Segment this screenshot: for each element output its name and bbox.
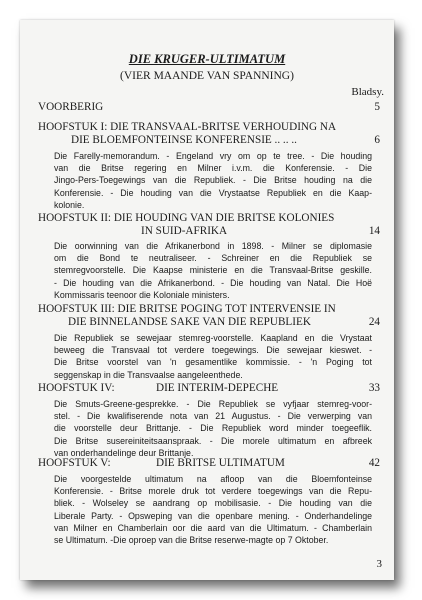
document-page	[20, 20, 394, 580]
summary-line: Die Smuts-Greene-gesprekke. - Die Republiek se vyfjaar stemreg-voor-	[54, 399, 372, 409]
toc-heading-line: HOOFSTUK III: DIE BRITSE POGING TOT INTERVENSIE IN	[38, 303, 336, 315]
summary-line: seggenskap in die Transvaalse aangeleenthede.	[54, 369, 243, 380]
toc-heading-line	[38, 382, 380, 395]
summary-line: van die Britse regering en Milner i.v.m. die Konferensie. - Die	[54, 163, 372, 174]
toc-entry-chapter-3[interactable]	[38, 303, 380, 329]
toc-entry-chapter-2[interactable]	[38, 212, 380, 238]
toc-heading	[38, 101, 380, 114]
summary-line: die voorstelle deur Brittanje. - Die Republiek word minder toegeeflik.	[54, 423, 372, 434]
chapter-4-summary	[54, 398, 372, 459]
page-number: 3	[376, 558, 382, 570]
toc-heading-line	[38, 316, 380, 329]
document-subtitle: (VIER MAANDE VAN SPANNING)	[120, 70, 294, 82]
summary-line: kolonie.	[54, 199, 85, 210]
summary-line: Die Farelly-memorandum. - Engeland vry om op te tree. - Die houding	[54, 151, 372, 161]
summary-line: Kommissaris teenoor die Koloniale ministers.	[54, 289, 230, 300]
summary-line: Liberale Party. - Opsweping van die openbare mening. - Onderhandelinge	[54, 510, 372, 521]
toc-heading-line-text: DIE BINNELANDSE SAKE VAN DIE REPUBLIEK	[68, 316, 311, 328]
toc-heading-text: HOOFSTUK V:	[38, 457, 111, 469]
summary-line: Die voorgestelde ultimatum na afloop van die Bloemfonteinse	[54, 474, 372, 484]
summary-line: om die Bond te neutraliseer. - Schreiner en die Republiek se	[54, 253, 372, 264]
toc-heading-text: HOOFSTUK IV:	[38, 382, 115, 394]
toc-page-number: 14	[368, 225, 380, 237]
summary-line: se Ultimatum. -Die oproep van die Britse reserwe-magte op 7 Oktober.	[54, 535, 329, 546]
toc-page-number: 6	[374, 134, 380, 146]
summary-line: bliek. - Wolseley se aandrang op mobilisasie. - Die houding van die	[54, 498, 372, 509]
toc-heading-line	[38, 457, 380, 470]
summary-line: Die oorwinning van die Afrikanerbond in 1898. - Milner se diplomasie	[54, 241, 372, 251]
summary-line: Jingo-Pers-Toegewings van die Republiek. - Die Britse houding na die	[54, 175, 372, 186]
summary-line: beweeg die Transvaal tot verdere toegewings. Die sewejaar kieswet. -	[54, 345, 372, 356]
toc-heading-line	[38, 134, 380, 147]
summary-line: Die Republiek se sewejaar stemreg-voorstelle. Kaapland en die Vrystaat	[54, 333, 372, 343]
page-column-label: Bladsy.	[351, 86, 384, 98]
chapter-2-summary	[54, 240, 372, 301]
toc-heading-text: DIE BRITSE ULTIMATUM	[156, 457, 285, 469]
toc-entry-voorberig[interactable]	[38, 101, 380, 114]
toc-heading-line-text: IN SUID-AFRIKA	[141, 225, 228, 237]
summary-line: Die Britse susereiniteitsaanspraak. - Die morele ultimatum en afbreek	[54, 435, 372, 446]
summary-line: Die Britse voorstel van 'n gesamentlike kommissie. - 'n Poging tot	[54, 357, 372, 368]
toc-page-number: 33	[368, 382, 380, 394]
toc-page-number: 42	[368, 457, 380, 469]
chapter-3-summary	[54, 332, 372, 381]
toc-heading-line-text: DIE BLOEMFONTEINSE KONFERENSIE .. .. ..	[71, 134, 297, 146]
summary-line: Konferensie. - Die houding van die Vrystaatse Republiek en die Kaap-	[54, 187, 372, 198]
toc-entry-chapter-4[interactable]	[38, 382, 380, 395]
toc-entry-chapter-5[interactable]	[38, 457, 380, 470]
summary-line: stemregvoorstelle. Die Kaapse ministerie en die Transvaal-Britse geskille.	[54, 265, 372, 276]
document-title: DIE KRUGER-ULTIMATUM	[128, 52, 286, 66]
toc-page-number: 24	[368, 316, 380, 328]
summary-line: van onderhandelinge deur Brittanje.	[54, 447, 194, 458]
toc-heading-line: HOOFSTUK II: DIE HOUDING VAN DIE BRITSE KOLONIES	[38, 212, 335, 224]
summary-line: van Milner en Chamberlain oor die aard van die Ultimatum. - Chamberlain	[54, 522, 372, 533]
chapter-1-summary	[54, 150, 372, 211]
toc-entry-chapter-1[interactable]	[38, 121, 380, 147]
toc-page-number: 5	[374, 101, 380, 113]
summary-line: stel. - Die kwalifiserende nota van 21 Augustus. - Die verwerping van	[54, 411, 372, 422]
toc-heading-text: VOORBERIG	[38, 101, 104, 113]
summary-line: Konferensie. - Britse morele druk tot verdere toegewings van die Repu-	[54, 486, 372, 497]
summary-line: - Die houding van die Afrikanerbond. - Die houding van Natal. Die Hoë	[54, 277, 372, 288]
chapter-5-summary	[54, 473, 372, 546]
toc-heading-line: HOOFSTUK I: DIE TRANSVAAL-BRITSE VERHOUDING NA	[38, 121, 337, 133]
toc-heading-line	[38, 225, 380, 238]
toc-heading-text: DIE INTERIM-DEPECHE	[156, 382, 279, 394]
